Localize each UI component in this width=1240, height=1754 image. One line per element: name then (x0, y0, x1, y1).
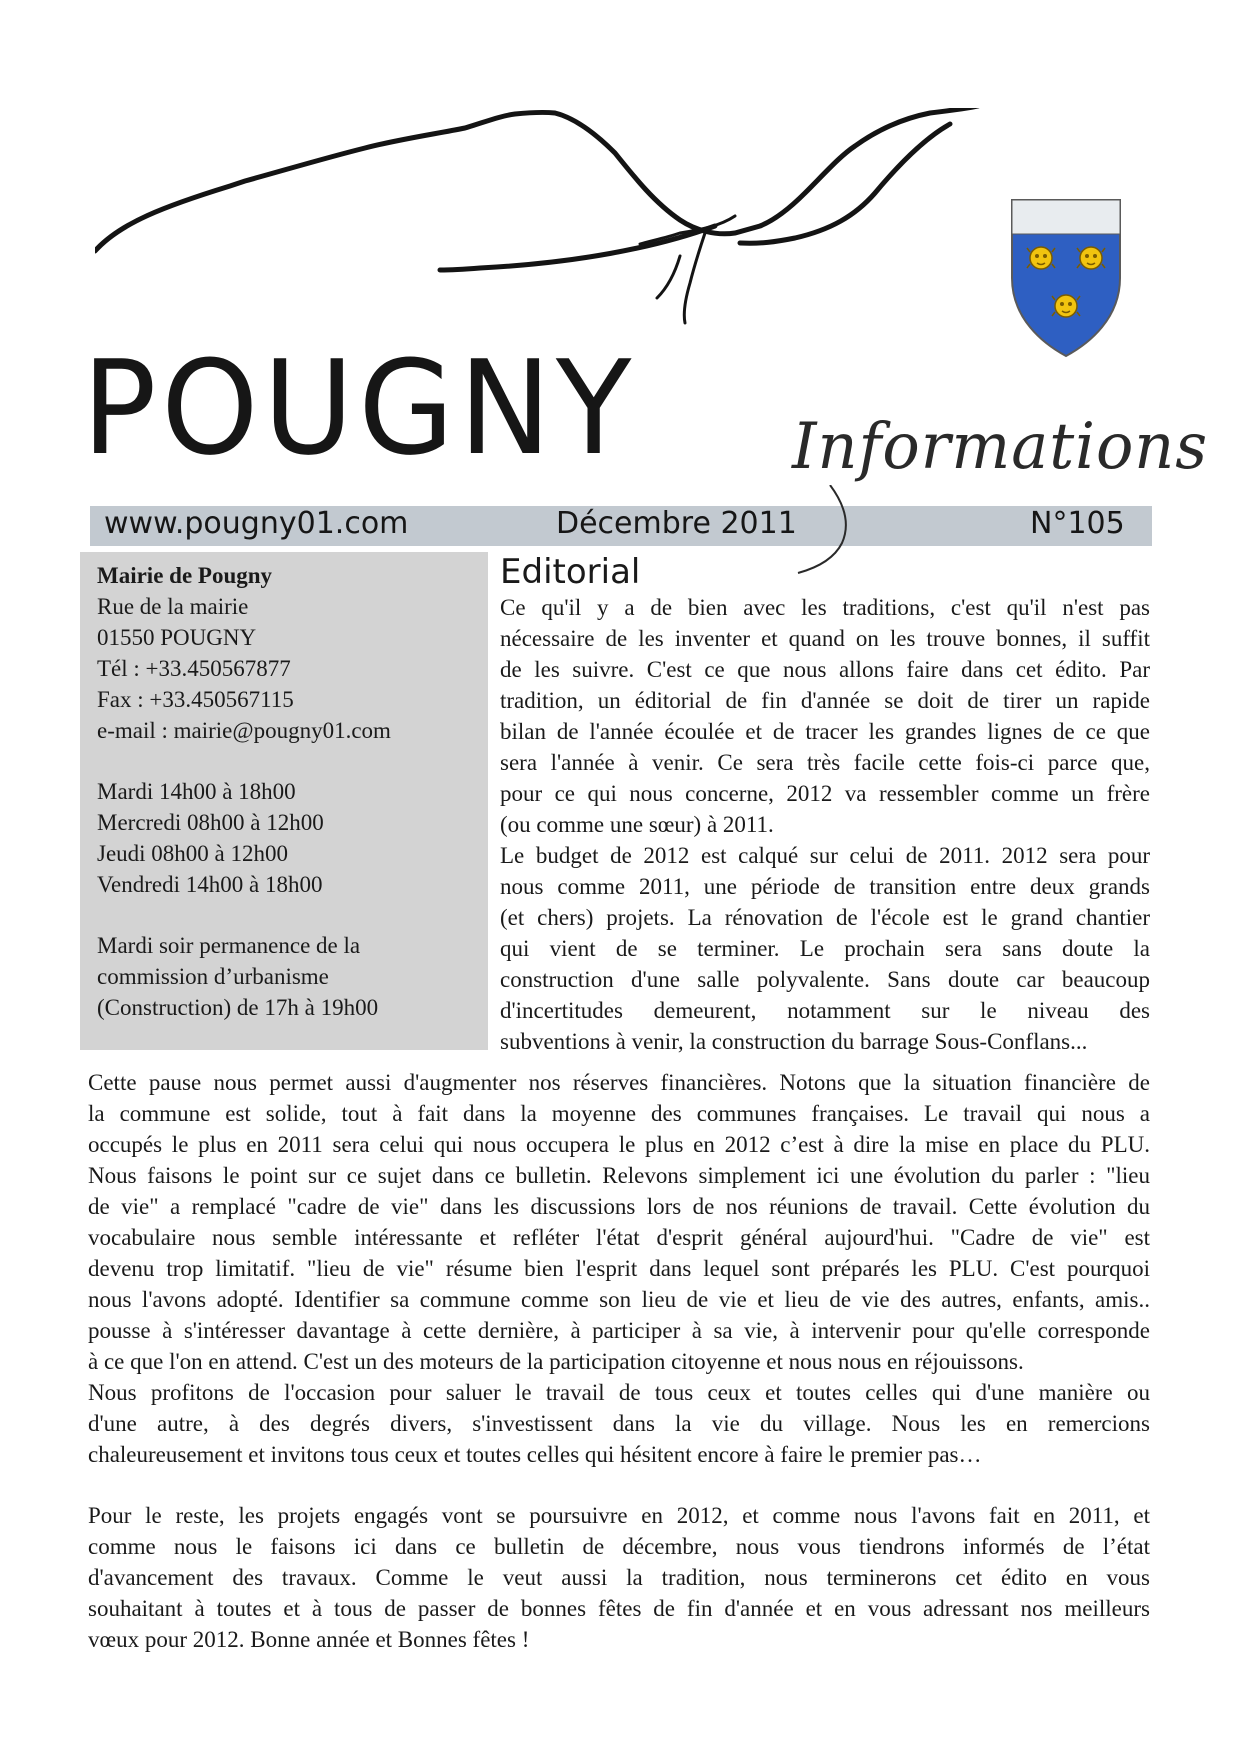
editorial-line: nous l'avons adopté. Identifier sa commune comme son lieu de vie et lieu de vie des autres, enfants, amis.. (88, 1287, 1150, 1312)
editorial-line: vocabulaire nous semble intéressante et refléter l'état d'esprit général aujourd'hui. "Cadre de vie" est (88, 1225, 1150, 1250)
editorial-line: Nous profitons de l'occasion pour saluer le travail de tous ceux et toutes celles qui d'une manière ou (88, 1380, 1150, 1405)
editorial-heading: Editorial (500, 552, 641, 592)
editorial-line: bilan de l'année écoulée et de tracer les grandes lignes de ce que (500, 719, 1150, 744)
editorial-line: de vie" a remplacé "cadre de vie" dans les discussions lors de nos réunions de travail. Cette évolution du (88, 1194, 1150, 1219)
email-link[interactable]: e-mail : mairie@pougny01.com (97, 718, 391, 743)
editorial-line: Ce qu'il y a de bien avec les traditions, c'est qu'il n'est pas (500, 595, 1150, 620)
coat-of-arms-icon (1010, 198, 1122, 358)
issue-number: N°105 (1030, 506, 1125, 541)
permanence-line: Mardi soir permanence de la (97, 933, 361, 958)
issue-date: Décembre 2011 (556, 506, 797, 541)
editorial-line: d'avancement des travaux. Comme le veut aussi la tradition, nous terminerons cet édito en vous (88, 1565, 1150, 1590)
editorial-line: vœux pour 2012. Bonne année et Bonnes fêtes ! (88, 1627, 530, 1652)
editorial-line: Cette pause nous permet aussi d'augmenter nos réserves financières. Notons que la situation financière de (88, 1070, 1150, 1095)
editorial-line: sera l'année à venir. Ce sera très facile cette fois-ci parce que, (500, 750, 1150, 775)
editorial-line: devenu trop limitatif. "lieu de vie" résume bien l'esprit dans lequel sont préparés les PLU. C'est pourquoi (88, 1256, 1150, 1281)
editorial-line: tradition, un éditorial de fin d'année se doit de tirer un rapide (500, 688, 1150, 713)
editorial-line: d'incertitudes demeurent, notamment sur le niveau des (500, 998, 1150, 1023)
opening-hours-line: Vendredi 14h00 à 18h00 (97, 872, 323, 897)
editorial-line: (ou comme une sœur) à 2011. (500, 812, 774, 837)
masthead-title: POUGNY (82, 332, 637, 484)
editorial-line: chaleureusement et invitons tous ceux et toutes celles qui hésitent encore à faire le premier pas… (88, 1442, 982, 1467)
opening-hours-line: Mercredi 08h00 à 12h00 (97, 810, 324, 835)
permanence-line: (Construction) de 17h à 19h00 (97, 995, 379, 1020)
website-link[interactable]: www.pougny01.com (104, 506, 409, 541)
editorial-line: comme nous le faisons ici dans ce bulletin de décembre, nous vous tiendrons informés de l’état (88, 1534, 1150, 1559)
phone-text: Tél : +33.450567877 (97, 656, 291, 681)
editorial-line: nécessaire de les inventer et quand on les trouve bonnes, il suffit (500, 626, 1150, 651)
fax-text: Fax : +33.450567115 (97, 687, 294, 712)
editorial-line: d'une autre, à des degrés divers, s'investissent dans la vie du village. Nous les en remercions (88, 1411, 1150, 1436)
opening-hours-line: Jeudi 08h00 à 12h00 (97, 841, 289, 866)
editorial-line: qui vient de se terminer. Le prochain sera sans doute la (500, 936, 1150, 961)
mairie-name: Mairie de Pougny (97, 563, 273, 588)
editorial-line: construction d'une salle polyvalente. Sans doute car beaucoup (500, 967, 1150, 992)
editorial-line: subventions à venir, la construction du barrage Sous-Conflans... (500, 1029, 1088, 1054)
editorial-line: nous comme 2011, une période de transition entre deux grands (500, 874, 1150, 899)
editorial-line: la commune est solide, tout à fait dans la moyenne des communes françaises. Le travail qui nous a (88, 1101, 1150, 1126)
editorial-line: (et chers) projets. La rénovation de l'école est le grand chantier (500, 905, 1150, 930)
flourish-decoration (790, 485, 870, 575)
address-line: Rue de la mairie (97, 594, 249, 619)
editorial-line: de les suivre. C'est ce que nous allons faire dans cet édito. Par (500, 657, 1150, 682)
mountain-outline-icon (95, 108, 1095, 338)
opening-hours-line: Mardi 14h00 à 18h00 (97, 779, 296, 804)
editorial-line: souhaitant à toutes et à tous de passer de bonnes fêtes de fin d'année et en vous adressant nos meilleurs (88, 1596, 1150, 1621)
editorial-line: occupés le plus en 2011 sera celui qui nous occupera le plus en 2012 c’est à dire la mise en place du PLU. (88, 1132, 1150, 1157)
editorial-line: Nous faisons le point sur ce sujet dans ce bulletin. Relevons simplement ici une évolution du parler : "lieu (88, 1163, 1150, 1188)
masthead-subtitle: Informations (792, 410, 1209, 484)
editorial-line: à ce que l'on en attend. C'est un des moteurs de la participation citoyenne et nous nous en réjouissons. (88, 1349, 1024, 1374)
editorial-line: pour ce qui nous concerne, 2012 va ressembler comme un frère (500, 781, 1150, 806)
editorial-line: pousse à s'intéresser davantage à cette dernière, à participer à sa vie, à intervenir pour qu'elle corresponde (88, 1318, 1150, 1343)
editorial-line: Pour le reste, les projets engagés vont se poursuivre en 2012, et comme nous l'avons fait en 2011, et (88, 1503, 1150, 1528)
permanence-line: commission d’urbanisme (97, 964, 329, 989)
editorial-line: Le budget de 2012 est calqué sur celui de 2011. 2012 sera pour (500, 843, 1150, 868)
address-line: 01550 POUGNY (97, 625, 257, 650)
